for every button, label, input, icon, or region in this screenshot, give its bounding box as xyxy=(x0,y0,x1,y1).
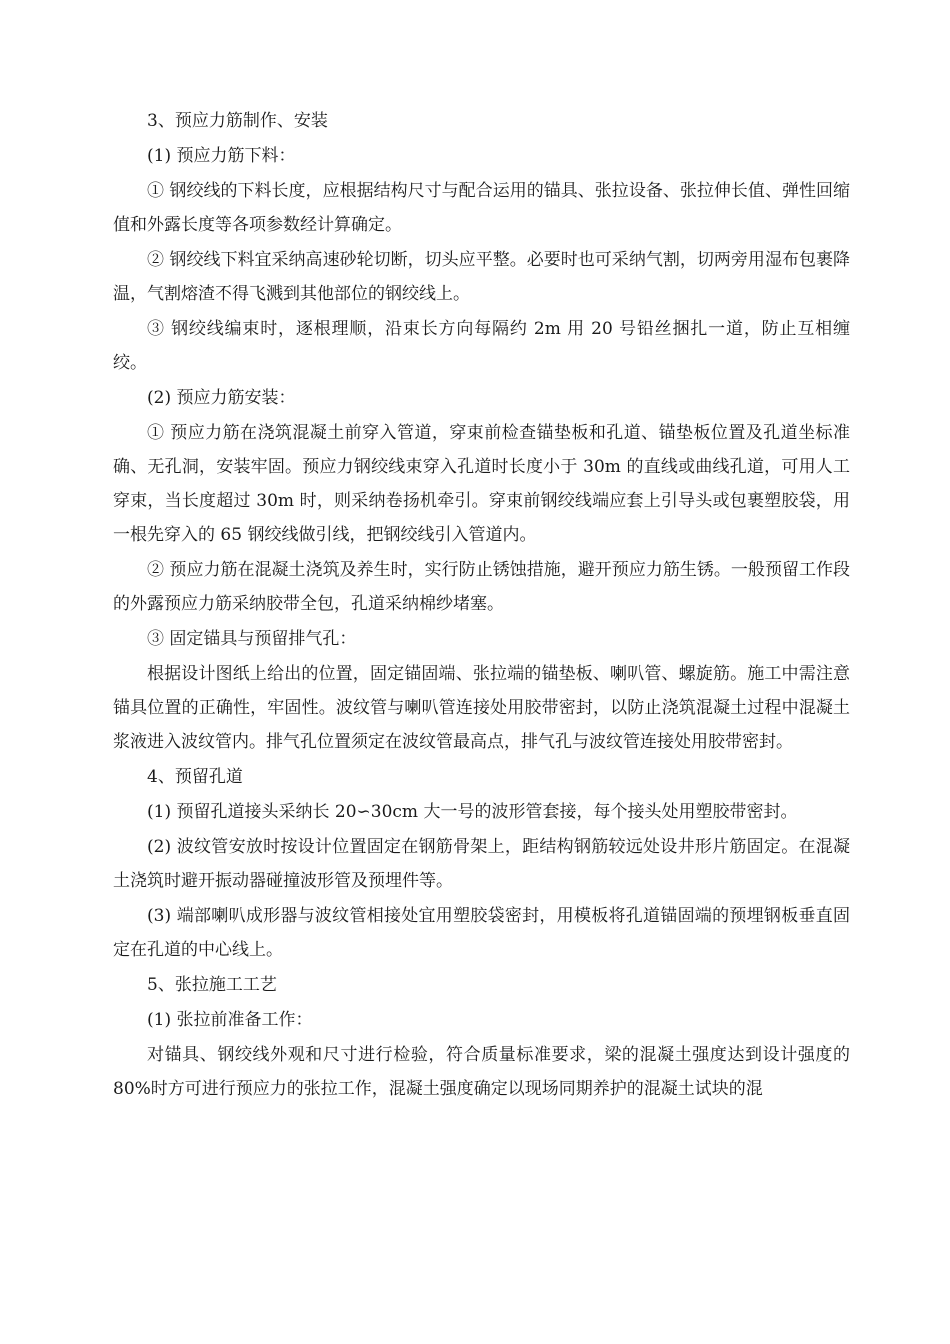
paragraph-cutting-length: ① 钢绞线的下料长度，应根据结构尺寸与配合运用的锚具、张拉设备、张拉伸长值、弹性回缩值和外露长度等各项参数经计算确定。 xyxy=(113,181,850,235)
paragraph-trumpet-seal: (3) 端部喇叭成形器与波纹管相接处宜用塑胶袋密封，用模板将孔道锚固端的预埋钢板垂直固定在孔道的中心线上。 xyxy=(113,906,850,960)
section-heading-4: 4、预留孔道 xyxy=(147,767,243,787)
subheading-cutting: (1) 预应力筋下料： xyxy=(147,146,296,166)
document-body xyxy=(113,104,850,1107)
subheading-installation: (2) 预应力筋安装： xyxy=(147,388,296,408)
paragraph-threading: ① 预应力筋在浇筑混凝土前穿入管道，穿束前检查锚垫板和孔道、锚垫板位置及孔道坐标准确、无孔洞，安装牢固。预应力钢绞线束穿入孔道时长度小于 30m 的直线或曲线孔道，可用人工穿束，当长度超过 30m 时，则采纳卷扬机牵引。穿束前钢绞线端应套上引导头或包裹塑胶袋，用一根先穿入的 65 钢绞线做引线，把钢绞线引入管道内。 xyxy=(113,423,850,545)
subheading-preparation: (1) 张拉前准备工作： xyxy=(147,1010,313,1030)
paragraph-anchor-vent-body: 根据设计图纸上给出的位置，固定锚固端、张拉端的锚垫板、喇叭管、螺旋筋。施工中需注意锚具位置的正确性，牢固性。波纹管与喇叭管连接处用胶带密封，以防止浇筑混凝土过程中混凝土浆液进入波纹管内。排气孔位置须定在波纹管最高点，排气孔与波纹管连接处用胶带密封。 xyxy=(113,664,850,752)
paragraph-duct-joint: (1) 预留孔道接头采纳长 20∽30cm 大一号的波形管套接，每个接头处用塑胶带密封。 xyxy=(147,802,798,822)
paragraph-anchor-vent-title: ③ 固定锚具与预留排气孔： xyxy=(147,629,357,649)
section-heading-5: 5、张拉施工工艺 xyxy=(147,975,277,995)
paragraph-cutting-method: ② 钢绞线下料宜采纳高速砂轮切断，切头应平整。必要时也可采纳气割，切两旁用湿布包裹降温，气割熔渣不得飞溅到其他部位的钢绞线上。 xyxy=(113,250,850,304)
paragraph-preparation-body: 对锚具、钢绞线外观和尺寸进行检验，符合质量标准要求，梁的混凝土强度达到设计强度的 80%时方可进行预应力的张拉工作，混凝土强度确定以现场同期养护的混凝土试块的混 xyxy=(113,1045,850,1099)
paragraph-duct-placement: (2) 波纹管安放时按设计位置固定在钢筋骨架上，距结构钢筋较远处设井形片筋固定。在混凝土浇筑时避开振动器碰撞波形管及预埋件等。 xyxy=(113,837,850,891)
section-heading-3: 3、预应力筋制作、安装 xyxy=(147,111,328,131)
paragraph-bundling: ③ 钢绞线编束时，逐根理顺，沿束长方向每隔约 2m 用 20 号铅丝捆扎一道，防止互相缠绞。 xyxy=(113,319,850,373)
paragraph-rust-prevention: ② 预应力筋在混凝土浇筑及养生时，实行防止锈蚀措施，避开预应力筋生锈。一般预留工作段的外露预应力筋采纳胶带全包，孔道采纳棉纱堵塞。 xyxy=(113,560,850,614)
